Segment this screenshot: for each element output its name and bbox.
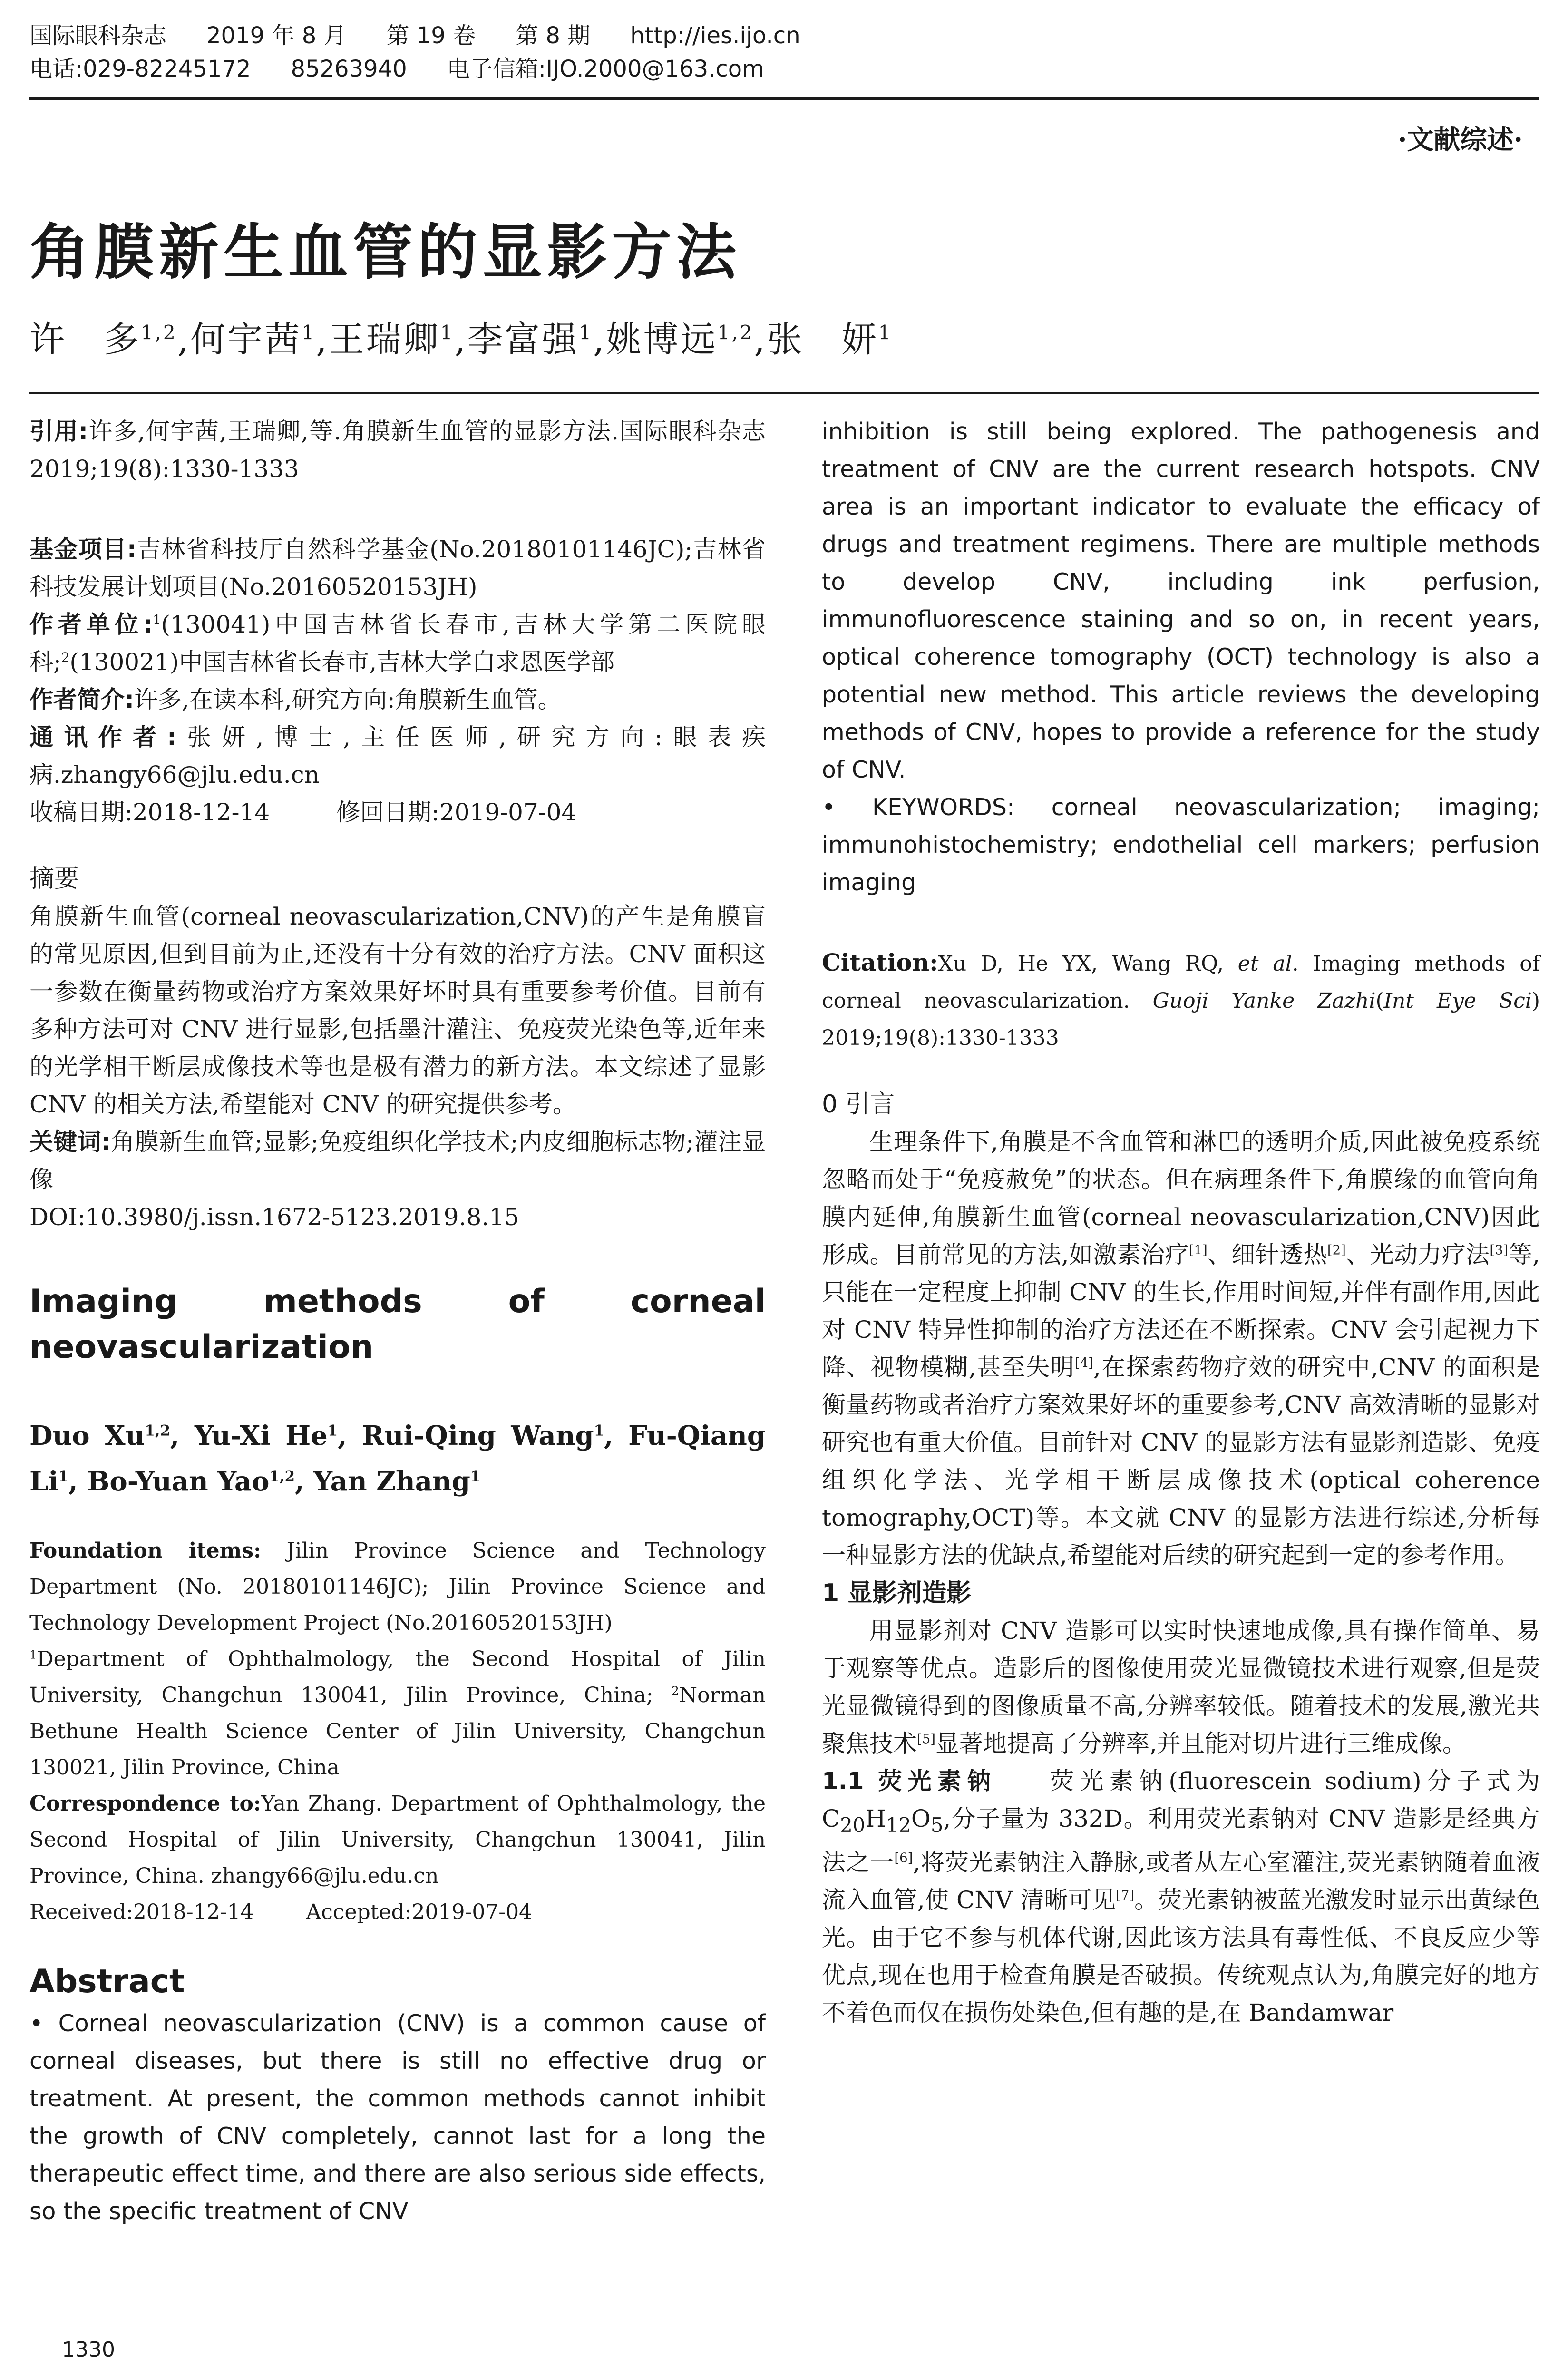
author-name: 何宇茜 xyxy=(190,319,302,360)
title-rule xyxy=(29,392,1539,394)
author-name: 姚博远 xyxy=(606,319,718,360)
authors-english: Duo Xu$^{1,2}$, Yu-Xi He$^1$, Rui-Qing Wang$^1$, Fu-Qiang Li$^1$, Bo-Yuan Yao$^{1,2}$, Yan Zhang$^1$ xyxy=(29,1420,766,1497)
reference-link[interactable]: [5] xyxy=(917,1731,935,1747)
author-affiliation: 1 xyxy=(579,321,593,344)
right-column xyxy=(822,413,1540,2032)
abstract-english-part2: inhibition is still being explored. The pathogenesis and treatment of CNV are the current research hotspots. CNV area is an important indicator to evaluate the efficacy of drugs and treatment regimens. There are multiple methods to develop CNV, including ink perfusion, immunofluorescence staining and so on, in recent years, optical coherence tomography (OCT) technology is also a potential new method. This article reviews the developing methods of CNV, hopes to provide a reference for the study of CNV. xyxy=(822,418,1540,783)
journal-header xyxy=(29,19,1542,86)
author-name: 张 妍 xyxy=(767,319,878,360)
title-english: Imaging methods of corneal neovascularization xyxy=(29,1283,766,1366)
author-affiliation: 1,2 xyxy=(141,321,177,344)
page-number: 1330 xyxy=(62,2338,115,2362)
reference-link[interactable]: [3] xyxy=(1490,1242,1509,1258)
email[interactable]: 电子信箱:IJO.2000@163.com xyxy=(447,56,764,82)
author-affiliation: 1,2 xyxy=(717,321,754,344)
issue-number: 第 8 期 xyxy=(516,22,591,49)
authors-chinese: 许 多$^{1,2}$,何宇茜$^1$,王瑞卿$^1$,李富强$^1$,姚博远$^{1,2}$,张 妍$^1$ xyxy=(29,319,893,360)
section-tag: ·文献综述· xyxy=(1398,124,1523,156)
dates-cn: 收稿日期:2018-12-14 修回日期:2019-07-04 xyxy=(29,799,577,826)
paper-title: 角膜新生血管的显影方法 xyxy=(29,217,741,287)
intro-paragraph: 生理条件下,角膜是不含血管和淋巴的透明介质,因此被免疫系统忽略而处于“免疫赦免”的状态。但在病理条件下,角膜缘的血管向角膜内延伸,角膜新生血管(corneal neovascularization,CNV)因此形成。目前常见的方法,如激素治疗[1]、细针透热[2]、光动力疗法[3]等,只能在一定程度上抑制 CNV 的生长,作用时间短,并伴有副作用,因此对 CNV 特异性抑制的治疗方法还在不断探索。CNV 会引起视力下降、视物模糊,甚至失明[4],在探索药物疗效的研究中,CNV 的面积是衡量药物或者治疗方案效果好坏的重要参考,CNV 高效清晰的显影对研究也有重大价值。目前针对 CNV 的显影方法有显影剂造影、免疫组织化学法、光学相干断层成像技术(optical coherence tomography,OCT)等。本文就 CNV 的显影方法进行综述,分析每一种显影方法的优缺点,希望能对后续的研究起到一定的参考作用。 xyxy=(822,1128,1540,1569)
citation-english: Citation:Xu D, He YX, Wang RQ, et al. Imaging methods of corneal neovascularization. Guoji Yanke Zazhi(Int Eye Sci) 2019;19(8):1330-1333 xyxy=(822,948,1540,1050)
journal-name: 国际眼科杂志 xyxy=(29,22,167,49)
keywords-cn: 关键词:角膜新生血管;显影;免疫组织化学技术;内皮细胞标志物;灌注显像 xyxy=(29,1128,766,1193)
author-affiliation: 1 xyxy=(878,321,893,344)
doi[interactable]: DOI:10.3980/j.issn.1672-5123.2019.8.15 xyxy=(29,1203,519,1231)
affiliation-cn: 作者单位:$^1$(130041)中国吉林省长春市,吉林大学第二医院眼科;$^2$(130021)中国吉林省长春市,吉林大学白求恩医学部 xyxy=(29,611,766,676)
keywords-english: • KEYWORDS: corneal neovascularization; imaging; immunohistochemistry; endothelial cell markers; perfusion imaging xyxy=(822,794,1540,896)
issue-date: 2019 年 8 月 xyxy=(206,22,347,49)
correspondence-cn: 通讯作者:张妍,博士,主任医师,研究方向:眼表疾病.zhangy66@jlu.edu.cn xyxy=(29,723,766,789)
abstract-cn: 角膜新生血管(corneal neovascularization,CNV)的产生是角膜盲的常见原因,但到目前为止,还没有十分有效的治疗方法。CNV 面积这一参数在衡量药物或治疗方案效果好坏时具有重要参考价值。目前有多种方法可对 CNV 进行显影,包括墨汁灌注、免疫荧光染色等,近年来的光学相干断层成像技术等也是极有潜力的新方法。本文综述了显影 CNV 的相关方法,希望能对 CNV 的研究提供参考。 xyxy=(29,903,766,1118)
reference-link[interactable]: [4] xyxy=(1074,1355,1093,1371)
section-1-1-paragraph: 1.1 荧光素钠 荧光素钠(fluorescein sodium)分子式为 $C_{20}H_{12}O_5$,分子量为 332D。利用荧光素钠对 CNV 造影是经典方法之一[6],将荧光素钠注入静脉,或者从左心室灌注,荧光素钠随着血液流入血管,使 CNV 清晰可见[7]。荧光素钠被蓝光激发时显示出黄绿色光。由于它不参与机体代谢,因此该方法具有毒性低、不良反应少等优点,现在也用于检查角膜是否破损。传统观点认为,角膜完好的地方不着色而仅在损伤处染色,但有趣的是,在 Bandamwar xyxy=(822,1767,1540,2026)
header-line-1 xyxy=(29,19,1542,52)
header-line-2 xyxy=(29,52,1542,86)
left-column xyxy=(29,413,766,2230)
correspondence-english: Correspondence to:Yan Zhang. Department of Ophthalmology, the Second Hospital of Jilin University, Changchun 130041, Jilin Province, China. zhangy66@jlu.edu.cn xyxy=(29,1792,766,1888)
journal-url[interactable]: http://ies.ijo.cn xyxy=(630,22,800,49)
foundation-english: Foundation items: Jilin Province Science and Technology Department (No. 20180101146JC); Jilin Province Science and Technology Development Project (No.20160520153JH) xyxy=(29,1539,766,1635)
funding-cn: 基金项目:吉林省科技厅自然科学基金(No.20180101146JC);吉林省科技发展计划项目(No.20160520153JH) xyxy=(29,536,766,601)
reference-link[interactable]: [1] xyxy=(1188,1242,1208,1258)
phone-2: 85263940 xyxy=(291,56,407,82)
phone: 电话:029-82245172 xyxy=(29,56,251,82)
section-1-paragraph: 用显影剂对 CNV 造影可以实时快速地成像,具有操作简单、易于观察等优点。造影后的图像使用荧光显微镜技术进行观察,但是荧光显微镜得到的图像质量不高,分辨率较低。随着技术的发展,激光共聚焦技术[5]显著地提高了分辨率,并且能对切片进行三维成像。 xyxy=(822,1617,1540,1757)
affiliation-english: $^1$Department of Ophthalmology, the Second Hospital of Jilin University, Changchun 130041, Jilin Province, China; $^2$Norman Bethune Health Science Center of Jilin University, Changchun 130021, Jilin Province, China xyxy=(29,1647,766,1780)
abstract-heading-cn: 摘要 xyxy=(29,865,79,893)
volume: 第 19 卷 xyxy=(386,22,476,49)
reference-link[interactable]: [7] xyxy=(1115,1888,1134,1903)
author-name: 许 多 xyxy=(29,319,141,360)
author-name: 王瑞卿 xyxy=(329,319,440,360)
section-heading-1-1: 1.1 荧光素钠 xyxy=(822,1767,997,1795)
author-affiliation: 1 xyxy=(302,321,316,344)
citation-cn: 引用:许多,何宇茜,王瑞卿,等.角膜新生血管的显影方法.国际眼科杂志 2019;19(8):1330-1333 xyxy=(29,418,766,483)
header-rule xyxy=(29,97,1539,100)
abstract-english-part1: • Corneal neovascularization (CNV) is a common cause of corneal diseases, but there is still no effective drug or treatment. At present, the common methods cannot inhibit the growth of CNV completely, cannot last for a long the therapeutic effect time, and there are also serious side effects, so the specific treatment of CNV xyxy=(29,2010,766,2225)
abstract-heading-english: Abstract xyxy=(29,1963,185,2000)
section-heading-0: 0 引言 xyxy=(822,1090,895,1119)
reference-link[interactable]: [2] xyxy=(1327,1242,1346,1258)
author-name: 李富强 xyxy=(467,319,579,360)
reference-link[interactable]: [6] xyxy=(894,1850,913,1866)
author-affiliation: 1 xyxy=(440,321,455,344)
dates-english: Received:2018-12-14 Accepted:2019-07-04 xyxy=(29,1900,533,1924)
section-heading-1: 1 显影剂造影 xyxy=(822,1579,972,1607)
author-bio-cn: 作者简介:许多,在读本科,研究方向:角膜新生血管。 xyxy=(29,686,562,713)
